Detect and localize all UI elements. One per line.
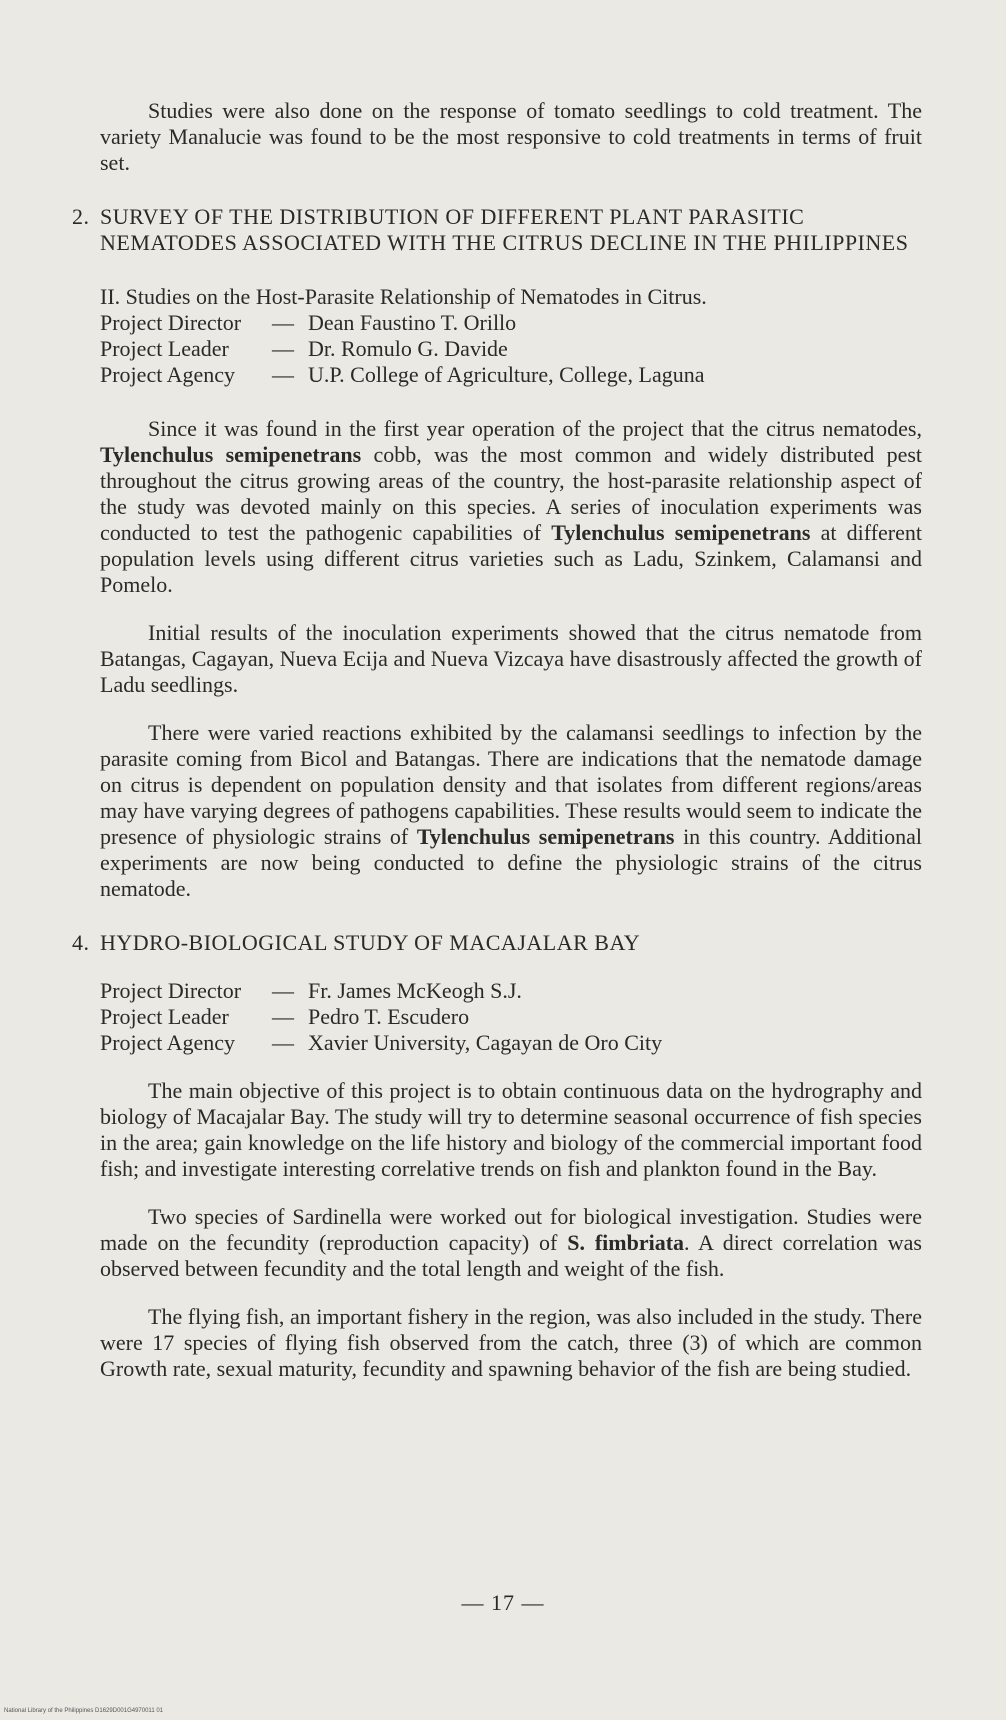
- section-2: [72, 204, 923, 902]
- meta-dash: —: [272, 978, 294, 1003]
- meta-key: Project Leader: [100, 336, 229, 361]
- meta-value: Dean Faustino T. Orillo: [308, 310, 517, 335]
- section-2-title: SURVEY OF THE DISTRIBUTION OF DIFFERENT PLANT PARASITIC NEMATODES ASSOCIATED WITH THE CITRUS DECLINE IN THE PHILIPPINES: [100, 204, 909, 255]
- section-4-meta: [100, 978, 922, 1056]
- text-run: Two species of Sardinella were worked out for biological investigation. Studies were made on the fecundity (reproduction capacity) of: [100, 1204, 922, 1255]
- intro-paragraph: Studies were also done on the response of tomato seedlings to cold treatment. The variety Manalucie was found to be the most responsive to cold treatments in terms of fruit set.: [100, 98, 922, 175]
- section-4: [72, 930, 922, 1382]
- meta-project-director: [100, 310, 922, 336]
- meta-value: Fr. James McKeogh S.J.: [308, 978, 522, 1003]
- section-4-heading: [72, 930, 922, 956]
- document-page: [72, 98, 923, 1382]
- section-2-heading: [72, 204, 922, 256]
- text-run: . A direct correlation was observed between fecundity and the total length and weight of the fish.: [100, 1230, 922, 1281]
- meta-key: Project Leader: [100, 1004, 229, 1029]
- meta-key: Project Agency: [100, 1030, 236, 1055]
- meta-dash: —: [272, 362, 294, 387]
- section-2-paragraph-2: Initial results of the inoculation experiments showed that the citrus nematode from Batangas, Cagayan, Nueva Ecija and Nueva Vizcaya have disastrously affected the growth of Ladu seedlings.: [100, 620, 922, 697]
- section-4-paragraph-2: [100, 1204, 922, 1282]
- text-run: There were varied reactions exhibited by the calamansi seedlings to infection by the parasite coming from Bicol and Batangas. There are indications that the nematode damage on citrus is dependent on population density and that isolates from different regions/areas may have varying degrees of pathogens capabilities. These results would seem to indicate the presence of physiologic strains of: [100, 720, 922, 849]
- meta-dash: —: [272, 1030, 294, 1055]
- page-number: — 17 —: [461, 1590, 545, 1615]
- meta-dash: —: [272, 310, 294, 335]
- text-run: in this country. Additional experiments are now being conducted to define the physiologic strains of the citrus nematode.: [100, 824, 923, 901]
- meta-value: U.P. College of Agriculture, College, Laguna: [308, 362, 705, 387]
- meta-key: Project Agency: [100, 362, 236, 387]
- section-4-paragraph-3: The flying fish, an important fishery in the region, was also included in the study. There were 17 species of flying fish observed from the catch, three (3) of which are common Growth rate, sexual maturity, fecundity and spawning behavior of the fish are being studied.: [100, 1304, 922, 1381]
- meta-project-leader: [100, 1004, 922, 1030]
- species-name: Tylenchulus semipenetrans: [416, 824, 675, 849]
- meta-project-agency: [100, 1030, 922, 1056]
- text-run: Since it was found in the first year operation of the project that the citrus nematodes,: [148, 416, 922, 441]
- text-run: at different population levels using different citrus varieties such as Ladu, Szinkem, Calamansi and Pomelo.: [100, 520, 922, 597]
- meta-value: Xavier University, Cagayan de Oro City: [308, 1030, 663, 1055]
- section-2-meta: [100, 310, 922, 388]
- section-2-paragraph-1: [100, 416, 922, 598]
- section-2-paragraph-3: [100, 720, 922, 902]
- meta-dash: —: [272, 1004, 294, 1029]
- section-4-title: HYDRO-BIOLOGICAL STUDY OF MACAJALAR BAY: [100, 930, 641, 955]
- meta-project-leader: [100, 336, 922, 362]
- species-name: Tylenchulus semipenetrans: [551, 520, 811, 545]
- meta-dash: —: [272, 336, 294, 361]
- meta-project-agency: [100, 362, 922, 388]
- footer-note: National Library of the Philippines D1629D001G4970011 01: [4, 1708, 163, 1714]
- meta-key: Project Director: [100, 978, 242, 1003]
- section-2-number: 2.: [72, 204, 90, 229]
- species-name: Tylenchulus semipenetrans: [100, 442, 362, 467]
- section-2-subtitle: II. Studies on the Host-Parasite Relationship of Nematodes in Citrus.: [100, 284, 707, 309]
- section-4-paragraph-1: The main objective of this project is to obtain continuous data on the hydrography and biology of Macajalar Bay. The study will try to determine seasonal occurrence of fish species in the area; gain knowledge on the life history and biology of the commercial important food fish; and investigate interesting correlative trends on fish and plankton found in the Bay.: [100, 1078, 922, 1181]
- meta-project-director: [100, 978, 922, 1004]
- text-run: cobb, was the most common and widely distributed pest throughout the citrus growing areas of the country, the host-parasite relationship aspect of the study was devoted mainly on this species. A series of inoculation experiments was conducted to test the pathogenic capabilities of: [100, 442, 923, 545]
- meta-key: Project Director: [100, 310, 242, 335]
- meta-value: Dr. Romulo G. Davide: [308, 336, 508, 361]
- section-4-number: 4.: [72, 930, 90, 955]
- species-name: S. fimbriata: [567, 1230, 685, 1255]
- meta-value: Pedro T. Escudero: [308, 1004, 470, 1029]
